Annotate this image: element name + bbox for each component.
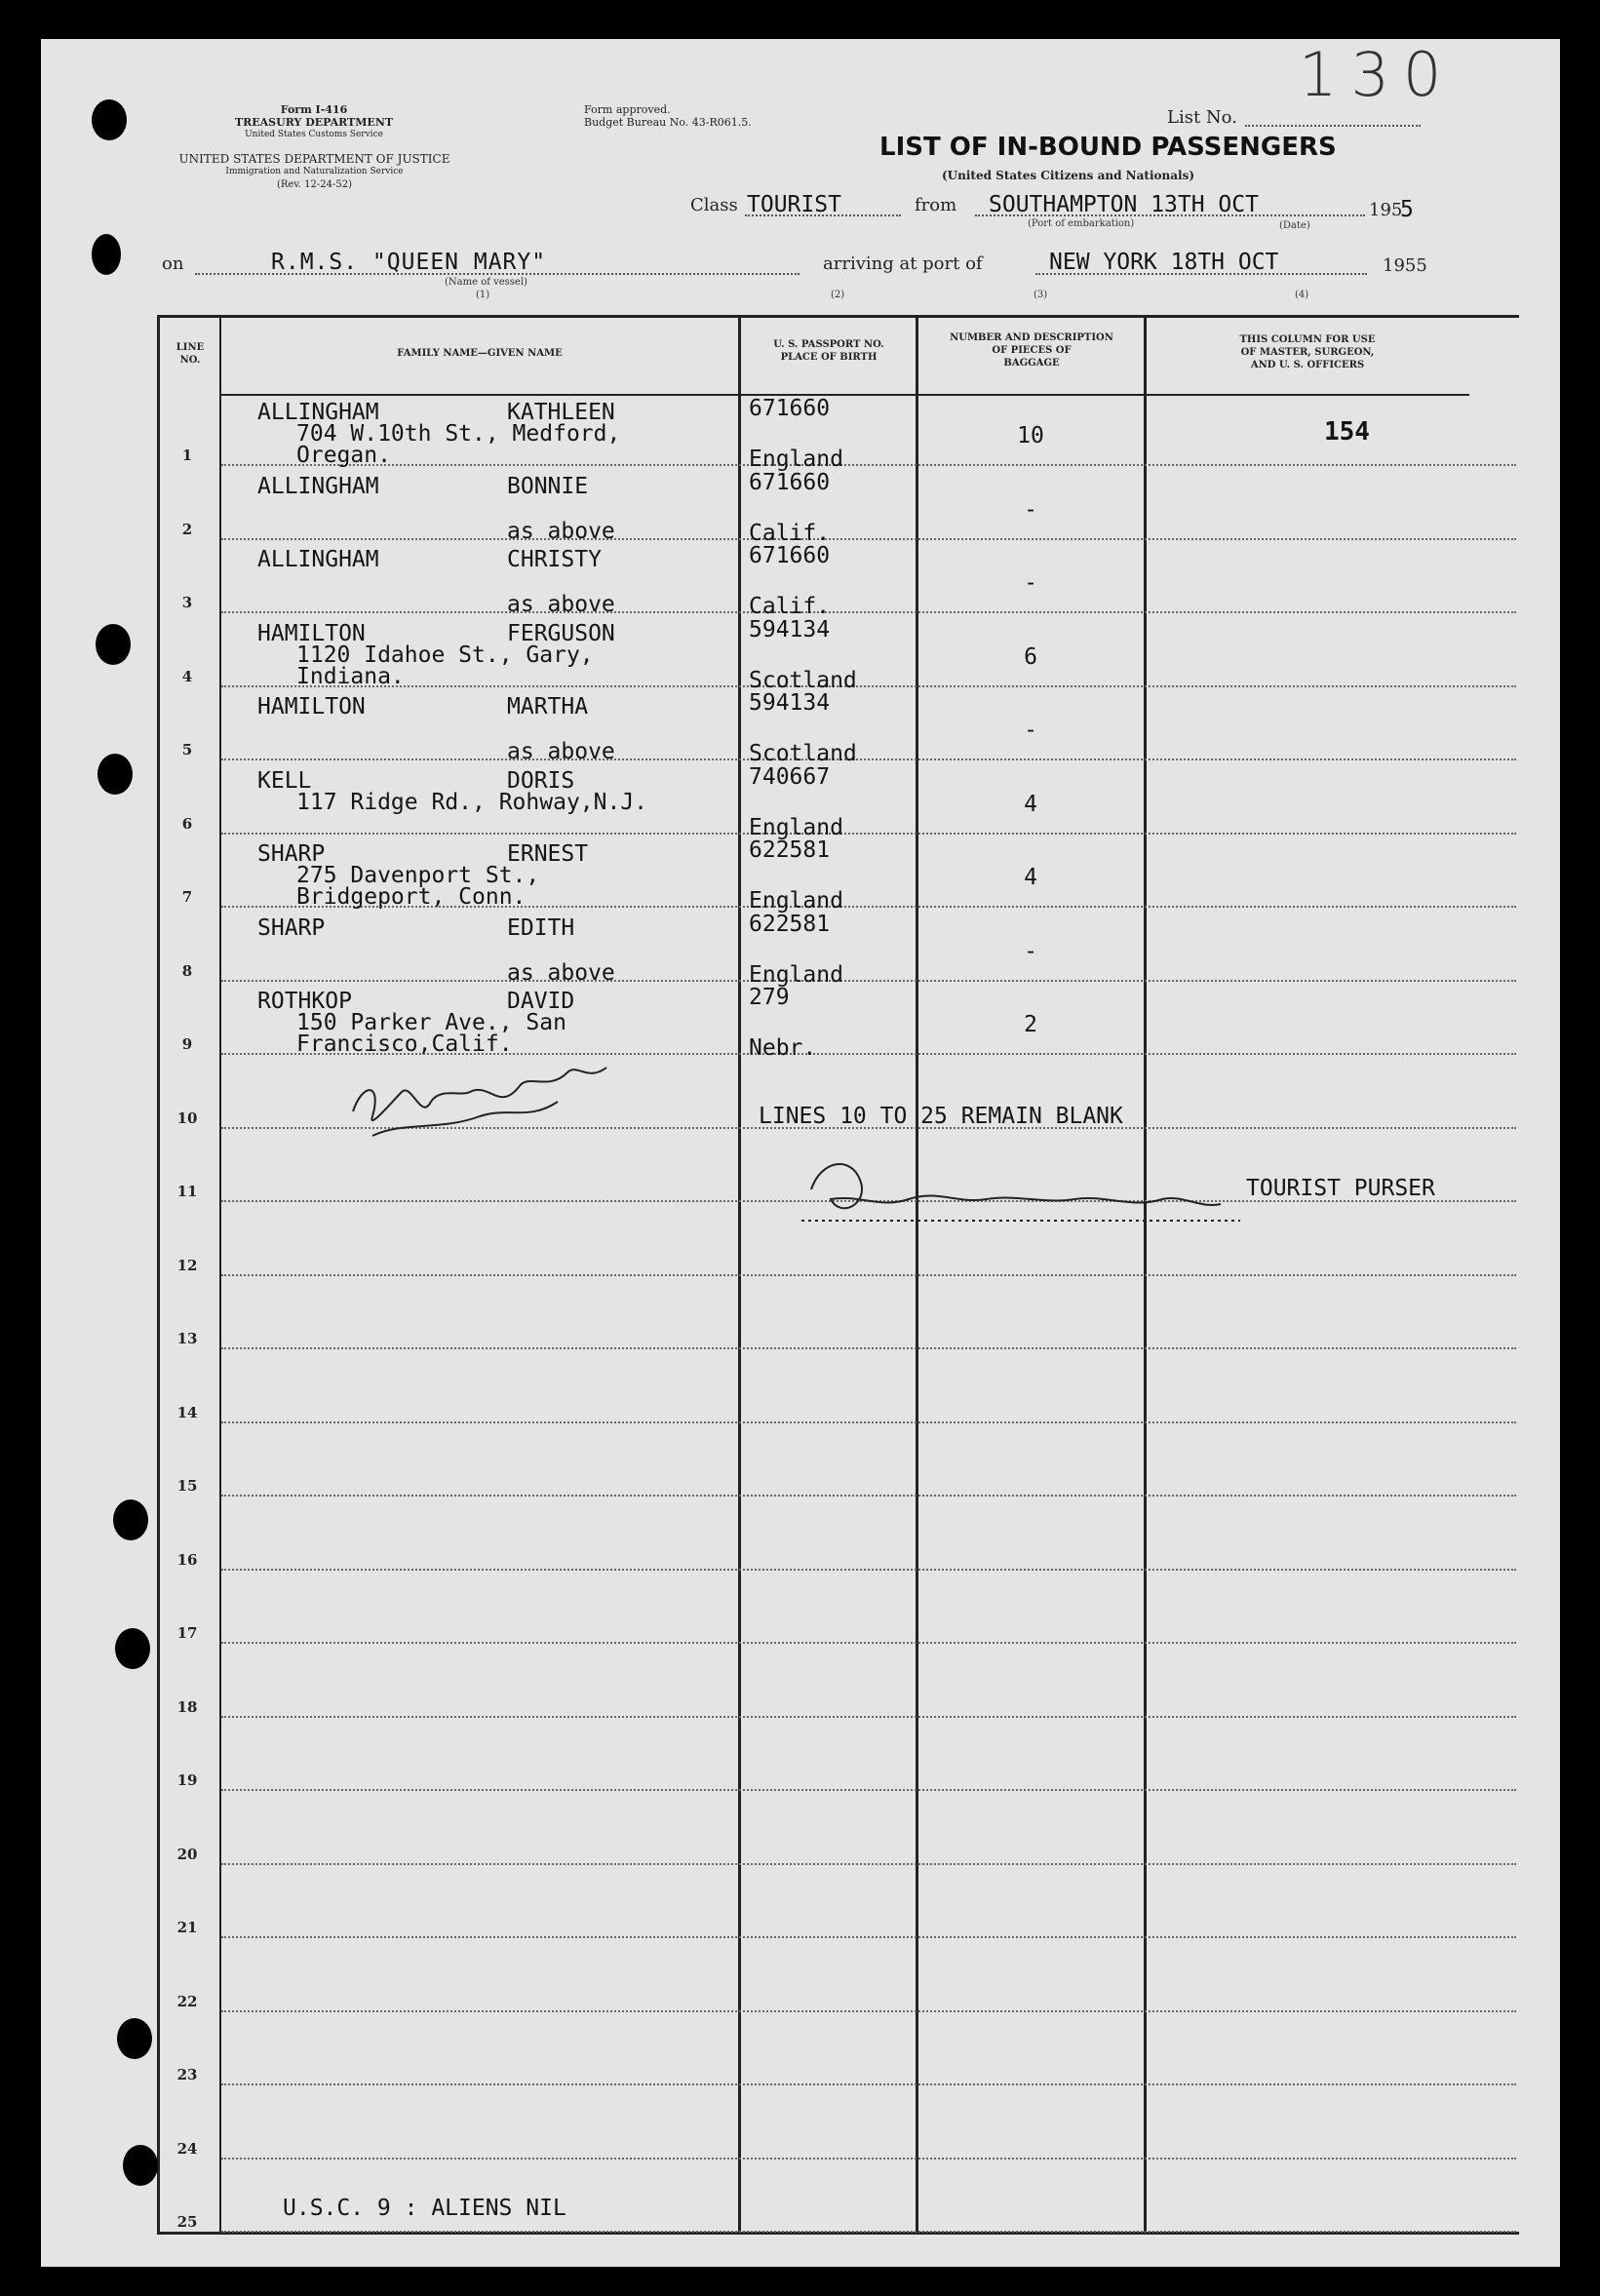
date-caption: (Date)	[1279, 220, 1310, 231]
passenger-given-name: CHRISTY	[507, 547, 602, 572]
col-passport-header	[741, 338, 917, 364]
line-number: 13	[176, 1330, 198, 1347]
column-2-number: (2)	[831, 290, 845, 300]
line-number: 23	[176, 2066, 198, 2083]
list-no-label: List No.	[1167, 107, 1237, 128]
purser-signature	[792, 1150, 1250, 1228]
vessel-caption: (Name of vessel)	[445, 277, 527, 288]
baggage-label-2: OF PIECES OF	[992, 345, 1072, 356]
passenger-baggage-count: 10	[1017, 423, 1044, 448]
arriving-label: arriving at port of	[823, 253, 983, 274]
baggage-label-3: BAGGAGE	[1003, 358, 1060, 369]
line-number: 11	[176, 1183, 198, 1200]
passenger-given-name: ERNEST	[507, 841, 589, 867]
passenger-birthplace: England	[749, 815, 843, 840]
passenger-birthplace: Calif.	[749, 594, 831, 619]
line-number: 21	[176, 1919, 198, 1936]
passenger-passport-no: 622581	[749, 837, 831, 863]
punch-hole	[92, 234, 121, 275]
port-caption: (Port of embarkation)	[1028, 218, 1135, 229]
punch-hole	[113, 1499, 148, 1540]
passenger-baggage-count: -	[1024, 939, 1037, 964]
passenger-birthplace: England	[749, 962, 843, 988]
no-label: NO.	[179, 355, 201, 366]
line-label: LINE	[176, 342, 205, 353]
officers-label-3: AND U. S. OFFICERS	[1250, 360, 1365, 370]
row-rule	[221, 2010, 1516, 2012]
row-rule	[221, 1569, 1516, 1571]
line-number: 3	[181, 594, 193, 611]
passenger-family-name: ALLINGHAM	[257, 400, 379, 425]
line-number: 4	[181, 668, 193, 685]
line-number: 16	[176, 1551, 198, 1569]
passenger-family-name: HAMILTON	[257, 621, 366, 646]
row-rule	[221, 1642, 1516, 1644]
line-number: 8	[181, 962, 193, 980]
passenger-family-name: SHARP	[257, 915, 326, 941]
passenger-given-name: MARTHA	[507, 694, 589, 720]
line-number: 9	[181, 1035, 193, 1053]
col-line-no-header	[160, 341, 220, 367]
list-no-line	[1245, 125, 1421, 127]
customs-service: United States Customs Service	[245, 130, 383, 139]
officers-label-1: THIS COLUMN FOR USE	[1239, 334, 1376, 345]
immigration-service: Immigration and Naturalization Service	[225, 167, 404, 176]
passenger-birthplace: Nebr.	[749, 1035, 817, 1061]
passenger-address-line-1: 275 Davenport St.,	[296, 863, 540, 888]
vessel-column-number: (1)	[476, 290, 490, 300]
officers-header-rule	[1148, 394, 1469, 396]
line-number: 1	[181, 447, 193, 464]
passenger-address-line-1: as above	[507, 592, 615, 617]
row-rule	[221, 1495, 1516, 1497]
manifest-sheet	[41, 39, 1560, 2267]
justice-block	[146, 153, 483, 191]
passenger-baggage-count: 6	[1024, 644, 1037, 670]
year-typed-1: 5	[1400, 197, 1414, 222]
row-rule	[221, 2158, 1516, 2160]
passenger-passport-no: 279	[749, 985, 790, 1010]
passenger-family-name: HAMILTON	[257, 694, 366, 720]
department-of-justice: UNITED STATES DEPARTMENT OF JUSTICE	[178, 152, 450, 166]
passenger-given-name: DAVID	[507, 989, 575, 1014]
arrival-value: NEW YORK 18TH OCT	[1049, 250, 1279, 275]
passenger-baggage-count: -	[1024, 718, 1037, 743]
col-baggage-header	[918, 331, 1145, 370]
col-officers-header	[1147, 333, 1468, 371]
officer-mark: 154	[1324, 417, 1370, 447]
row-rule	[221, 2231, 1516, 2233]
passenger-address-line-2: Indiana.	[296, 664, 405, 689]
line-number: 12	[176, 1257, 198, 1274]
passenger-family-name: ALLINGHAM	[257, 547, 379, 572]
passenger-given-name: EDITH	[507, 915, 575, 941]
passenger-passport-no: 671660	[749, 470, 831, 495]
line-number: 15	[176, 1477, 198, 1495]
master-signature	[333, 1043, 626, 1150]
passenger-baggage-count: -	[1024, 497, 1037, 523]
purser-title: TOURIST PURSER	[1246, 1176, 1435, 1201]
row-rule	[221, 611, 1516, 613]
col-name-header: FAMILY NAME—GIVEN NAME	[397, 348, 563, 359]
line-number: 25	[176, 2213, 198, 2231]
birth-label: PLACE OF BIRTH	[780, 352, 878, 363]
passport-label: U. S. PASSPORT NO.	[773, 339, 884, 350]
column-3-number: (3)	[1034, 290, 1048, 300]
row-rule	[221, 1274, 1516, 1276]
passenger-address-line-1: 704 W.10th St., Medford,	[296, 421, 621, 447]
row-rule	[221, 1936, 1516, 1938]
punch-hole	[96, 624, 131, 665]
passenger-birthplace: England	[749, 888, 843, 914]
row-rule	[221, 1863, 1516, 1865]
line-number: 20	[176, 1846, 198, 1863]
year-2: 1955	[1383, 255, 1427, 276]
from-label: from	[915, 195, 957, 215]
punch-hole	[115, 1628, 150, 1669]
row-rule	[221, 2083, 1516, 2085]
passenger-passport-no: 740667	[749, 764, 831, 790]
passenger-family-name: KELL	[257, 768, 312, 794]
on-label: on	[162, 253, 184, 274]
punch-hole	[98, 754, 133, 795]
vessel-name: R.M.S. "QUEEN MARY"	[271, 250, 547, 275]
punch-hole	[123, 2145, 158, 2186]
line-number: 2	[181, 521, 193, 538]
page-subtitle: (United States Citizens and Nationals)	[942, 169, 1194, 182]
line-number: 17	[176, 1624, 198, 1642]
passenger-given-name: DORIS	[507, 768, 575, 794]
punch-hole	[92, 99, 127, 140]
passenger-given-name: KATHLEEN	[507, 400, 615, 425]
remain-blank-note: LINES 10 TO 25 REMAIN BLANK	[759, 1104, 1123, 1129]
officers-label-2: OF MASTER, SURGEON,	[1240, 347, 1375, 358]
line-number: 18	[176, 1698, 198, 1716]
line-number: 6	[181, 815, 193, 833]
baggage-label-1: NUMBER AND DESCRIPTION	[950, 332, 1113, 343]
class-value: TOURIST	[747, 192, 841, 217]
passenger-address-line-1: 117 Ridge Rd., Rohway,N.J.	[296, 790, 648, 815]
line-number: 24	[176, 2140, 198, 2158]
line-number: 14	[176, 1404, 198, 1421]
passenger-passport-no: 671660	[749, 543, 831, 568]
passenger-address-line-1: 1120 Idahoe St., Gary,	[296, 642, 594, 668]
row-rule	[221, 759, 1516, 760]
passenger-given-name: BONNIE	[507, 474, 589, 499]
year-printed-1: 195	[1369, 200, 1403, 220]
name-divider	[738, 315, 741, 2232]
line-no-divider	[219, 315, 221, 2232]
row-rule	[221, 464, 1516, 466]
passenger-baggage-count: 4	[1024, 865, 1037, 890]
header-rule	[221, 394, 1148, 396]
passenger-passport-no: 594134	[749, 690, 831, 716]
passenger-address-line-2: Francisco,Calif.	[296, 1031, 513, 1057]
passenger-birthplace: Scotland	[749, 741, 857, 766]
punch-hole	[117, 2018, 152, 2059]
passenger-baggage-count: 4	[1024, 792, 1037, 817]
row-rule	[221, 833, 1516, 835]
passenger-baggage-count: -	[1024, 570, 1037, 596]
line-number: 22	[176, 1993, 198, 2010]
passenger-passport-no: 671660	[749, 396, 831, 421]
handwritten-page-number: 130	[1299, 39, 1456, 110]
passenger-address-line-2: Bridgeport, Conn.	[296, 884, 527, 910]
row-rule	[221, 1347, 1516, 1349]
passenger-birthplace: England	[749, 447, 843, 472]
line-number: 19	[176, 1771, 198, 1789]
row-rule	[221, 1789, 1516, 1791]
passenger-baggage-count: 2	[1024, 1012, 1037, 1037]
passenger-family-name: SHARP	[257, 841, 326, 867]
row-rule	[221, 685, 1516, 687]
form-approved: Form approved.	[584, 103, 671, 116]
column-4-number: (4)	[1295, 290, 1309, 300]
page-title: LIST OF IN-BOUND PASSENGERS	[879, 133, 1337, 162]
passenger-address-line-1: 150 Parker Ave., San	[296, 1010, 566, 1035]
form-number-block	[226, 103, 402, 141]
form-id: Form I-416	[280, 103, 348, 116]
line-number: 5	[181, 741, 193, 759]
row-rule	[221, 538, 1516, 540]
passenger-family-name: ROTHKOP	[257, 989, 352, 1014]
from-value: SOUTHAMPTON 13TH OCT	[989, 192, 1259, 217]
passenger-birthplace: Scotland	[749, 668, 857, 693]
passenger-family-name: ALLINGHAM	[257, 474, 379, 499]
passport-divider	[916, 315, 918, 2232]
passenger-given-name: FERGUSON	[507, 621, 615, 646]
line-number: 10	[176, 1109, 198, 1127]
line-number: 7	[181, 888, 193, 906]
revision-date: (Rev. 12-24-52)	[276, 179, 352, 190]
passenger-passport-no: 594134	[749, 617, 831, 642]
passenger-address-line-1: as above	[507, 519, 615, 544]
baggage-divider	[1144, 315, 1147, 2232]
passenger-passport-no: 622581	[749, 912, 831, 937]
budget-bureau: Budget Bureau No. 43-R061.5.	[584, 116, 752, 129]
approval-block	[584, 103, 752, 129]
passenger-address-line-1: as above	[507, 739, 615, 764]
row-rule	[221, 980, 1516, 982]
treasury-department: TREASURY DEPARTMENT	[234, 116, 394, 129]
row-rule	[221, 1716, 1516, 1718]
footer-note: U.S.C. 9 : ALIENS NIL	[283, 2196, 566, 2221]
row-rule	[221, 1421, 1516, 1423]
passenger-birthplace: Calif.	[749, 521, 831, 546]
class-label: Class	[690, 195, 738, 215]
passenger-address-line-2: Oregan.	[296, 443, 391, 468]
passenger-address-line-1: as above	[507, 960, 615, 986]
